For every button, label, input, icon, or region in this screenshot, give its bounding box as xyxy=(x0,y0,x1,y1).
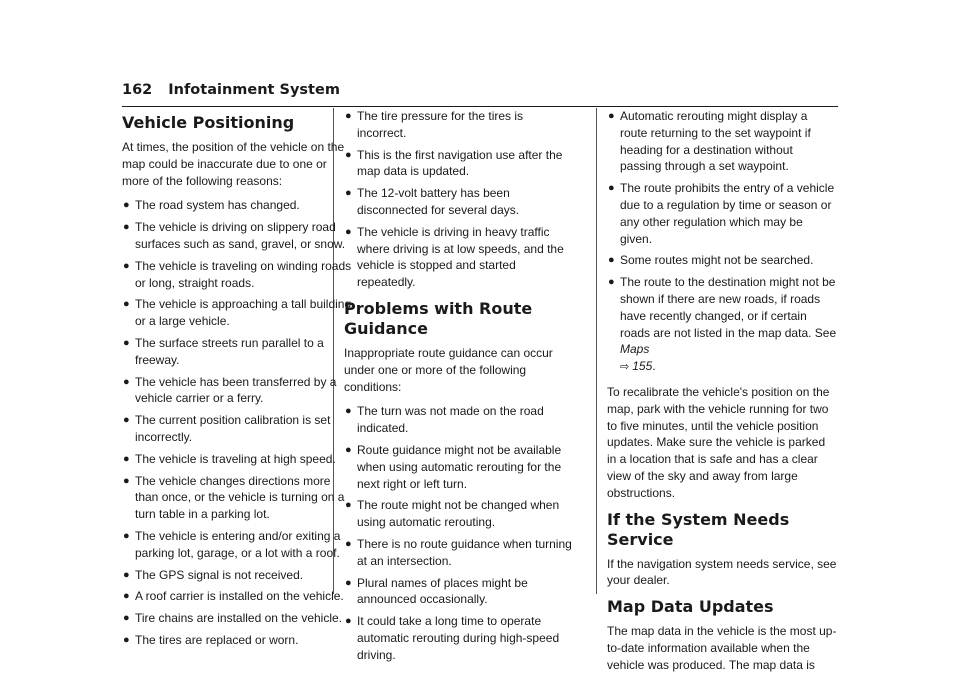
paragraph-positioning-intro: At times, the position of the vehicle on the map could be inaccurate due to one or more of the following reasons: xyxy=(122,140,345,188)
list-item: ● The road system has changed. xyxy=(123,198,300,213)
bullet-icon: ● xyxy=(345,615,352,628)
list-item: ● The tire pressure for the tires is incorrect. xyxy=(345,109,524,140)
heading-system-service: If the System Needs Service xyxy=(607,509,790,549)
bullet-icon: ● xyxy=(123,590,130,603)
bullet-icon: ● xyxy=(123,298,130,311)
bullet-icon: ● xyxy=(345,148,352,161)
list-item: ● Plural names of places might be announced occasionally. xyxy=(345,575,528,607)
list-item: ● Some routes might not be searched. xyxy=(608,253,814,268)
bullet-icon: ● xyxy=(123,529,130,542)
list-item: ● Automatic rerouting might display a route returning to the set waypoint if heading for a destination without passing through a set waypoint. xyxy=(608,109,811,174)
bullet-icon: ● xyxy=(123,221,130,234)
list-item: ● The vehicle changes directions more than once, or the vehicle is turning on a turn table in a parking lot. xyxy=(123,473,345,522)
list-item: ● The vehicle is entering and/or exiting a parking lot, garage, or a lot with a roof. xyxy=(123,528,341,560)
paragraph-route-intro: Inappropriate route guidance can occur under one or more of the following conditions: xyxy=(344,345,553,394)
list-item: ● The vehicle is driving in heavy traffic where driving is at low speeds, and the vehicle is stopped and started repeatedly. xyxy=(345,224,564,290)
list-item: ● The vehicle has been transferred by a vehicle carrier or a ferry. xyxy=(123,374,337,406)
list-item: ● The route to the destination might not be shown if there are new roads, if roads have recently changed, or if certain roads are not listed in the map data. See Maps ⇨ 155. xyxy=(608,275,837,374)
bullet-icon: ● xyxy=(345,576,352,589)
bullet-icon: ● xyxy=(345,225,352,238)
bullet-icon: ● xyxy=(608,110,615,122)
bullet-icon: ● xyxy=(123,414,130,427)
bullet-icon: ● xyxy=(123,474,130,487)
bullet-icon: ● xyxy=(345,499,352,512)
column-1 xyxy=(122,108,352,657)
bullet-icon: ● xyxy=(123,336,130,349)
bullet-icon: ● xyxy=(345,443,352,456)
heading-vehicle-positioning: Vehicle Positioning xyxy=(122,113,295,132)
list-item: ● The GPS signal is not received. xyxy=(123,567,304,582)
list-item: ● The tires are replaced or worn. xyxy=(123,632,299,647)
bullet-icon: ● xyxy=(608,254,615,267)
page-reference-icon: ⇨ xyxy=(620,361,630,374)
bullet-icon: ● xyxy=(123,259,130,272)
page-number: 162 xyxy=(122,82,153,98)
bullet-icon: ● xyxy=(345,537,352,550)
list-item: ● There is no route guidance when turning at an intersection. xyxy=(345,536,572,568)
section-title: Infotainment System xyxy=(168,82,340,98)
list-item: ● Route guidance might not be available when using automatic rerouting for the next right or left turn. xyxy=(345,442,562,491)
bullet-icon: ● xyxy=(123,568,130,581)
column-2 xyxy=(344,108,574,672)
list-item: ● The vehicle is driving on slippery road surfaces such as sand, gravel, or snow. xyxy=(123,220,346,251)
list-item: ● The route might not be changed when using automatic rerouting. xyxy=(345,498,560,530)
list-item: ● The turn was not made on the road indicated. xyxy=(345,404,544,436)
list-item: ● The route prohibits the entry of a vehicle due to a regulation by time or season or any other regulation which may be given. xyxy=(608,181,835,246)
bullet-icon: ● xyxy=(345,110,352,122)
heading-map-updates: Map Data Updates xyxy=(607,597,774,617)
list-item: ● The vehicle is approaching a tall building or a large vehicle. xyxy=(123,297,352,329)
list-item: ● The surface streets run parallel to a freeway. xyxy=(123,335,324,367)
paragraph-system-service: If the navigation system needs service, see your dealer. xyxy=(607,556,837,588)
bullet-icon: ● xyxy=(345,187,352,200)
bullet-icon: ● xyxy=(123,612,130,625)
bullet-icon: ● xyxy=(345,405,352,418)
column-divider xyxy=(596,108,597,594)
list-item: ● This is the first navigation use after the map data is updated. xyxy=(345,147,563,179)
bullet-icon: ● xyxy=(123,633,130,646)
bullet-icon: ● xyxy=(608,276,615,289)
bullet-icon: ● xyxy=(608,182,615,195)
list-route-problems xyxy=(344,403,574,663)
bullet-icon: ● xyxy=(123,452,130,465)
maps-reference-link[interactable]: Maps xyxy=(620,342,650,357)
list-positioning-reasons xyxy=(122,197,352,648)
list-item: ● A roof carrier is installed on the vehicle. xyxy=(123,589,344,604)
paragraph-map-updates: The map data in the vehicle is the most up-to-date information available when the vehicle was produced. The map data is xyxy=(607,624,837,672)
list-item: ● Tire chains are installed on the vehicle. xyxy=(123,611,342,626)
heading-route-guidance: Problems with Route Guidance xyxy=(344,298,533,338)
page-header xyxy=(122,82,838,107)
list-item: ● The vehicle is traveling at high speed. xyxy=(123,451,336,466)
bullet-icon: ● xyxy=(123,375,130,388)
bullet-icon: ● xyxy=(123,199,130,212)
list-item: ● The vehicle is traveling on winding roads or long, straight roads. xyxy=(123,258,352,290)
list-item: ● It could take a long time to operate automatic rerouting during high-speed driving. xyxy=(345,614,560,662)
list-route-problems-continued xyxy=(607,108,837,376)
list-item: ● The 12-volt battery has been disconnected for several days. xyxy=(345,186,520,217)
list-positioning-reasons-continued xyxy=(344,108,574,291)
column-3 xyxy=(607,108,837,682)
list-item: ● The current position calibration is set incorrectly. xyxy=(123,413,331,444)
paragraph-recalibrate: To recalibrate the vehicle's position on the map, park with the vehicle running for two to five minutes, until the vehicle position updates. Make sure the vehicle is parked in a location that is safe and has a clear view of the sky and away from large obstructions. xyxy=(607,384,830,500)
maps-reference-page[interactable]: 155 xyxy=(632,359,653,374)
